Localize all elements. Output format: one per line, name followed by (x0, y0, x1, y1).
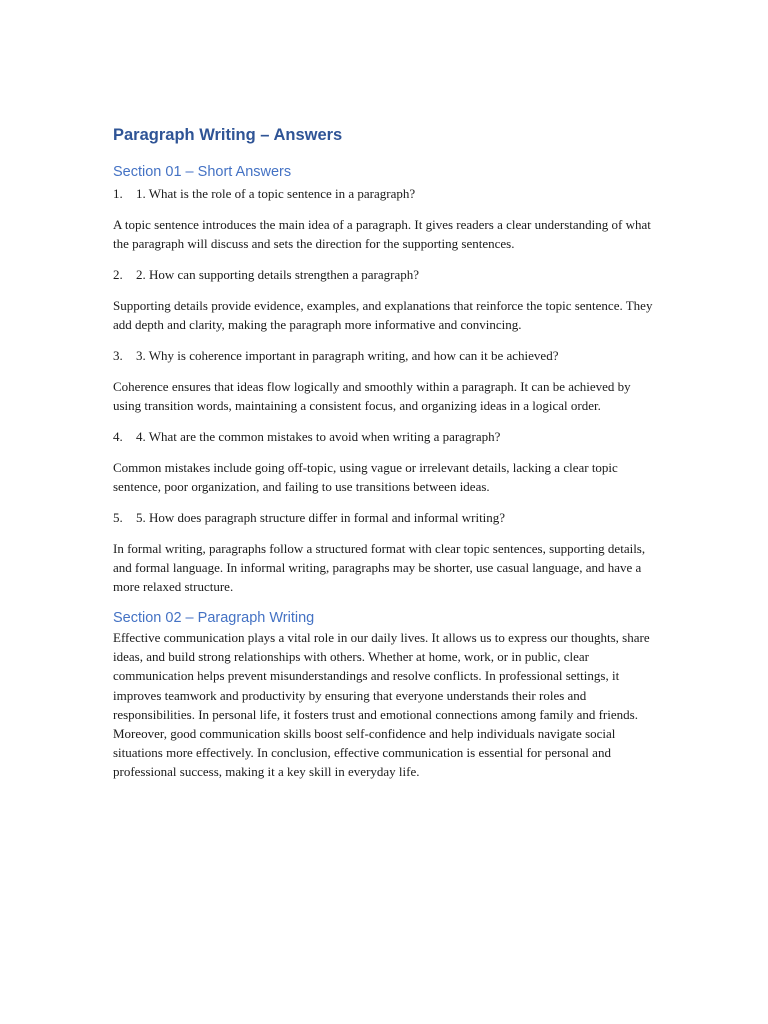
question-text: 5. How does paragraph structure differ in formal and informal writing? (136, 510, 506, 525)
question-text: 4. What are the common mistakes to avoid when writing a paragraph? (136, 429, 501, 444)
question-5 (113, 508, 658, 527)
question-text: 1. What is the role of a topic sentence in a paragraph? (136, 186, 416, 201)
question-2 (113, 265, 658, 284)
qa-item-4 (113, 427, 658, 496)
answer-5: In formal writing, paragraphs follow a structured format with clear topic sentences, supporting details, and formal language. In informal writing, paragraphs may be shorter, use casual language, and have a more relaxed structure. (113, 541, 646, 594)
document-page (113, 124, 658, 782)
answer-1: A topic sentence introduces the main idea of a paragraph. It gives readers a clear understanding of what the paragraph will discuss and sets the direction for the supporting sentences. (113, 217, 651, 251)
answer-4: Common mistakes include going off-topic, using vague or irrelevant details, lacking a clear topic sentence, poor organization, and failing to use transitions between ideas. (113, 460, 618, 494)
document-title: Paragraph Writing – Answers (113, 126, 343, 144)
question-1 (113, 184, 658, 203)
answer-2: Supporting details provide evidence, examples, and explanations that reinforce the topic sentence. They add depth and clarity, making the paragraph more informative and convincing. (113, 298, 653, 332)
section-1-heading: Section 01 – Short Answers (113, 164, 292, 180)
essay-paragraph: Effective communication plays a vital role in our daily lives. It allows us to express our thoughts, share ideas, and build strong relationships with others. Whether at home, work, or in public, clear communication helps prevent misunderstandings and resolve conflicts. In professional settings, it improves teamwork and productivity by ensuring that everyone understands their roles and responsibilities. In personal life, it fosters trust and emotional connections among family and friends. Moreover, good communication skills boost self-confidence and help individuals navigate social situations more effectively. In conclusion, effective communication is essential for personal and professional success, making it a key skill in everyday life. (113, 630, 650, 780)
question-3 (113, 346, 658, 365)
qa-item-5 (113, 508, 658, 596)
question-text: 2. How can supporting details strengthen a paragraph? (136, 267, 420, 282)
answer-3: Coherence ensures that ideas flow logically and smoothly within a paragraph. It can be achieved by using transition words, maintaining a consistent focus, and organizing ideas in a logical order. (113, 379, 631, 413)
short-answer-list (113, 184, 658, 596)
question-4 (113, 427, 658, 446)
qa-item-1 (113, 184, 658, 253)
qa-item-2 (113, 265, 658, 334)
question-number: 4. (113, 429, 123, 444)
section-2-heading: Section 02 – Paragraph Writing (113, 610, 315, 626)
question-text: 3. Why is coherence important in paragraph writing, and how can it be achieved? (136, 348, 559, 363)
question-number: 1. (113, 186, 123, 201)
question-number: 3. (113, 348, 123, 363)
qa-item-3 (113, 346, 658, 415)
question-number: 5. (113, 510, 123, 525)
question-number: 2. (113, 267, 123, 282)
